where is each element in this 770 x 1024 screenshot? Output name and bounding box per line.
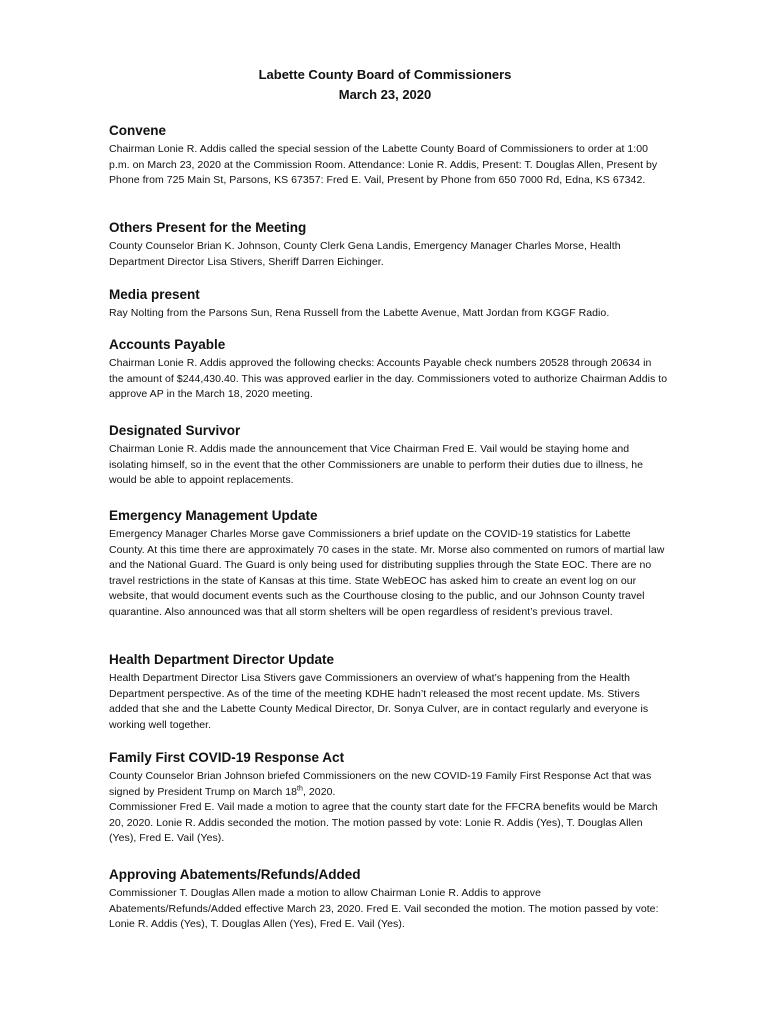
section-paragraph: Emergency Manager Charles Morse gave Commissioners a brief update on the COVID-19 statistics for Labette County. At this time there are approximately 70 cases in the state. Mr. Morse also commented on rumors of martial law and the National Guard. The Guard is only being used for distributing supplies through the State EOC. There are no travel restrictions in the state of Kansas at this time. State WebEOC has asked him to create an event log on our website, that would document events such as the Courthouse closing to the public, and our Johnson County travel quarantine. Also announced was that all storm shelters will be open regardless of resident’s previous travel. bbox=[109, 528, 665, 618]
section-heading: Convene bbox=[109, 123, 167, 138]
section-paragraph: Ray Nolting from the Parsons Sun, Rena Russell from the Labette Avenue, Matt Jordan from KGGF Radio. bbox=[109, 307, 610, 319]
document-title: Labette County Board of Commissioners bbox=[258, 67, 512, 82]
paragraph-text: , 2020. bbox=[302, 785, 336, 798]
section-heading: Designated Survivor bbox=[109, 423, 241, 438]
section-paragraph bbox=[109, 769, 669, 800]
section-heading: Emergency Management Update bbox=[109, 508, 318, 523]
section-media-present bbox=[109, 286, 669, 322]
section-paragraph: Commissioner Fred E. Vail made a motion to agree that the county start date for the FFCRA benefits would be March 20, 2020. Lonie R. Addis seconded the motion. The motion passed by vote: Lonie R. Addis (Yes), T. Douglas Allen (Yes), Fred E. Vail (Yes). bbox=[109, 801, 658, 845]
section-abatements bbox=[109, 866, 669, 933]
section-ffcra bbox=[109, 749, 669, 847]
paragraph-text: County Counselor Brian Johnson briefed Commissioners on the new COVID-19 Family First Response Act that was signed by President Trump on March 18 bbox=[109, 770, 652, 798]
section-accounts-payable bbox=[109, 336, 669, 403]
section-heading: Approving Abatements/Refunds/Added bbox=[109, 867, 361, 882]
section-paragraph: Chairman Lonie R. Addis made the announcement that Vice Chairman Fred E. Vail would be staying home and isolating himself, so in the event that the other Commissioners are unable to perform their duties due to illness, he would be able to appoint replacements. bbox=[109, 443, 644, 487]
section-emergency-management-update bbox=[109, 507, 669, 621]
section-paragraph: Chairman Lonie R. Addis called the special session of the Labette County Board of Commissioners to order at 1:00 p.m. on March 23, 2020 at the Commission Room. Attendance: Lonie R. Addis, Present: T. Douglas Allen, Present by Phone from 725 Main St, Parsons, KS 67357: Fred E. Vail, Present by Phone from 650 7000 Rd, Edna, KS 67342. bbox=[109, 143, 658, 187]
section-paragraph: County Counselor Brian K. Johnson, County Clerk Gena Landis, Emergency Manager Charles Morse, Health Department Director Lisa Stivers, Sheriff Darren Eichinger. bbox=[109, 240, 621, 268]
section-paragraph: Commissioner T. Douglas Allen made a motion to allow Chairman Lonie R. Addis to approve Abatements/Refunds/Added effective March 23, 2020. Fred E. Vail seconded the motion. The motion passed by vote: Lonie R. Addis (Yes), T. Douglas Allen (Yes), Fred E. Vail (Yes). bbox=[109, 887, 659, 931]
section-heading: Others Present for the Meeting bbox=[109, 220, 307, 235]
section-heading: Accounts Payable bbox=[109, 337, 226, 352]
section-heading: Media present bbox=[109, 287, 200, 302]
document-date: March 23, 2020 bbox=[338, 87, 432, 102]
section-heading: Health Department Director Update bbox=[109, 652, 335, 667]
section-health-department-update bbox=[109, 651, 669, 733]
section-others-present bbox=[109, 219, 669, 270]
section-heading: Family First COVID-19 Response Act bbox=[109, 750, 345, 765]
document-header bbox=[0, 65, 770, 105]
section-paragraph: Chairman Lonie R. Addis approved the following checks: Accounts Payable check numbers 20528 through 20634 in the amount of $244,430.40. This was approved earlier in the day. Commissioners voted to authorize Chairman Addis to approve AP in the March 18, 2020 meeting. bbox=[109, 357, 668, 401]
section-paragraph: Health Department Director Lisa Stivers gave Commissioners an overview of what’s happening from the Health Department perspective. As of the time of the meeting KDHE hadn’t released the most recent update. Ms. Stivers added that she and the Labette County Medical Director, Dr. Sonya Culver, are in contact regularly and everyone is working well together. bbox=[109, 672, 649, 731]
ordinal-suffix: th bbox=[297, 785, 303, 793]
section-designated-survivor bbox=[109, 422, 669, 489]
section-convene bbox=[109, 122, 669, 189]
